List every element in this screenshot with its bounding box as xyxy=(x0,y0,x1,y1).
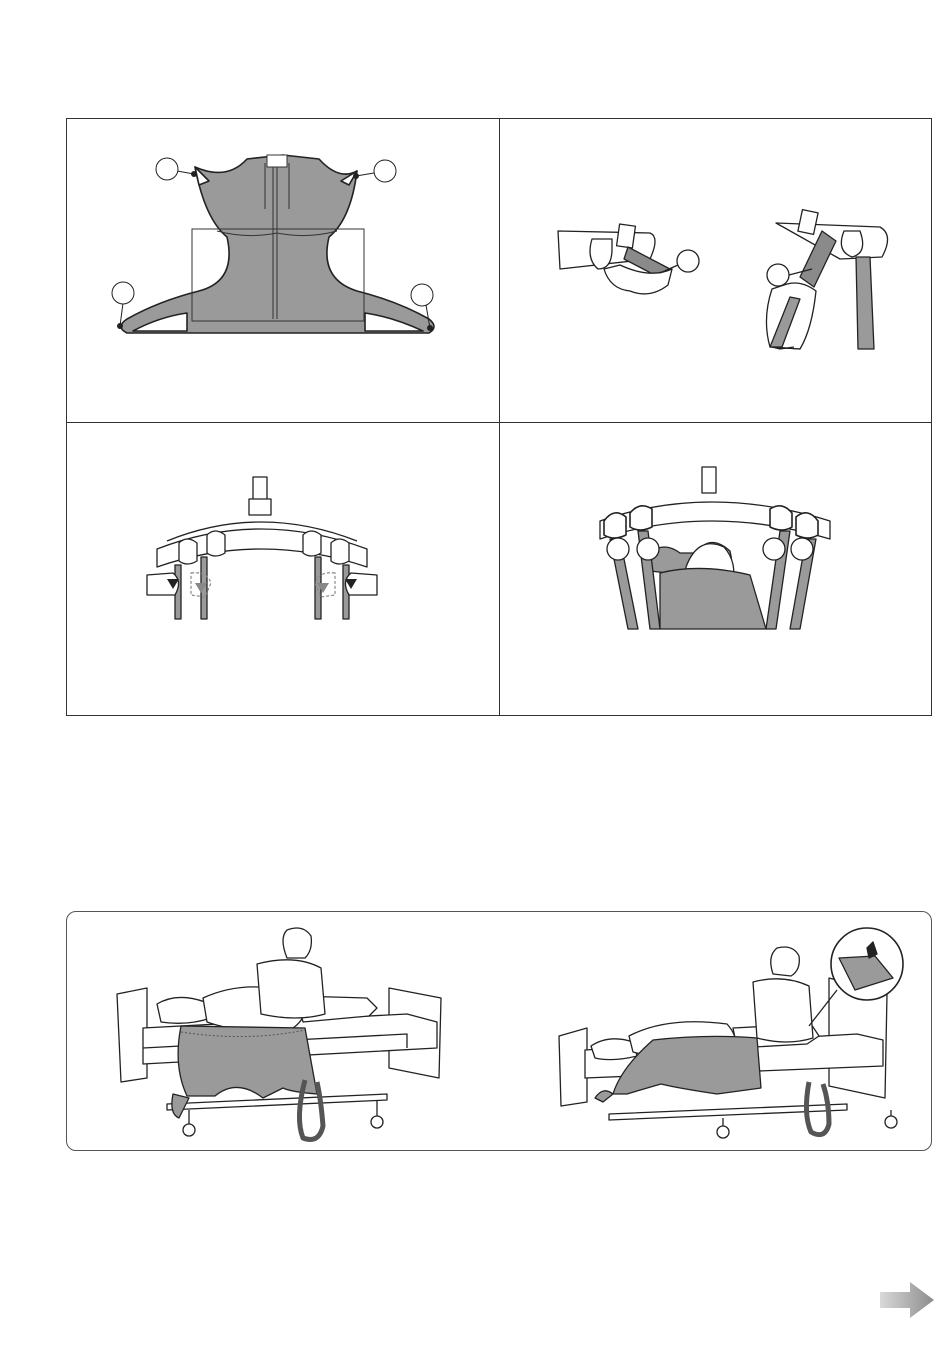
bed-position-illustration xyxy=(557,918,917,1146)
bed-roll-illustration xyxy=(107,918,467,1146)
callout-circle xyxy=(112,282,134,304)
lift-illustration xyxy=(500,423,932,717)
spreader-illustration xyxy=(67,423,499,717)
callout-circle xyxy=(607,538,629,560)
panel-sling-overview xyxy=(67,119,499,422)
instruction-grid xyxy=(66,118,932,716)
panel-spreader-pull xyxy=(67,423,499,717)
callout-circle xyxy=(791,538,813,560)
arrow-right-icon[interactable] xyxy=(880,1282,934,1318)
callout-circle xyxy=(763,538,785,560)
callout-circle xyxy=(374,160,396,182)
callout-circle xyxy=(637,538,659,560)
callout-circle xyxy=(156,158,178,180)
clip-illustration xyxy=(500,119,932,422)
panel-clip-attach xyxy=(500,119,932,422)
sling-illustration xyxy=(67,119,499,422)
callout-circle xyxy=(411,284,433,306)
bed-instruction-panel xyxy=(66,911,932,1151)
panel-patient-lifted xyxy=(500,423,932,717)
